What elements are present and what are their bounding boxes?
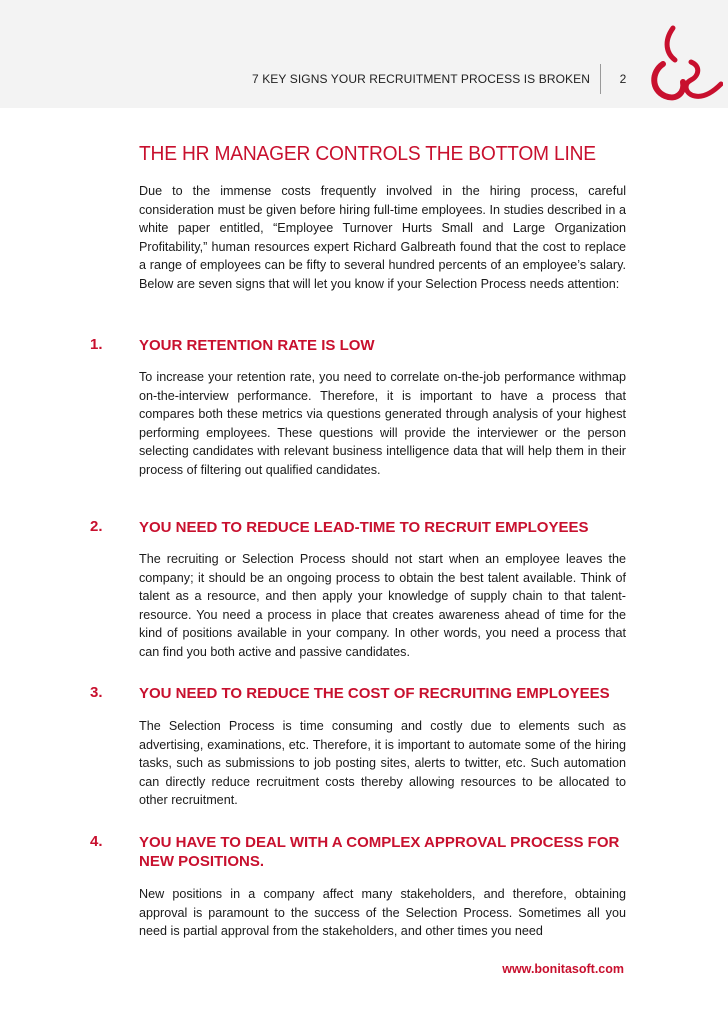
header-title: 7 KEY SIGNS YOUR RECRUITMENT PROCESS IS BROKEN bbox=[251, 72, 590, 86]
header-divider bbox=[600, 64, 601, 94]
section-4-number: 4. bbox=[90, 833, 103, 850]
section-3-number: 3. bbox=[90, 684, 103, 701]
section-2-title: YOU NEED TO REDUCE LEAD-TIME TO RECRUIT EMPLOYEES bbox=[139, 519, 589, 536]
intro-paragraph: Due to the immense costs frequently involved in the hiring process, careful consideration must be given before hiring full-time employees. In studies described in a white paper entitled, “Employee Turnover Hurts Small and Large Organization Profitability,” human resources expert Richard Galbreath found that the cost to replace a range of employees can be fifty to several hundred percents of an employee’s salary. Below are seven signs that will let you know if your Selection Process needs attention: bbox=[139, 184, 626, 291]
section-3-body: The Selection Process is time consuming and costly due to elements such as advertising, examinations, etc. Therefore, it is important to automate some of the hiring tasks, such as submissions to job posting sites, alerts to twitter, etc. Such automation can directly reduce recruitment costs thereby allowing resources to be allocated to other recruitment. bbox=[139, 719, 626, 807]
section-4-title: YOU HAVE TO DEAL WITH A COMPLEX APPROVAL PROCESS FOR NEW POSITIONS. bbox=[139, 834, 620, 870]
section-1-title: YOUR RETENTION RATE IS LOW bbox=[139, 337, 375, 354]
section-1-number: 1. bbox=[90, 336, 103, 353]
page-header bbox=[0, 0, 728, 108]
bonitasoft-logo-icon bbox=[633, 24, 723, 108]
section-4-body: New positions in a company affect many stakeholders, and therefore, obtaining approval is paramount to the success of the Selection Process. Sometimes all you need is partial approval from the stakeholders, and other times you need bbox=[139, 887, 626, 938]
footer-website-link[interactable]: www.bonitasoft.com bbox=[502, 962, 624, 976]
section-2-body: The recruiting or Selection Process should not start when an employee leaves the company; it should be an ongoing process to obtain the best talent available. Think of talent as a resource, and then apply your knowledge of supply chain to that talent-resource. You need a process in place that creates awareness ahead of time for the kind of positions available in your company. In other words, you need a process that can find you both active and passive candidates. bbox=[139, 552, 626, 659]
section-2-number: 2. bbox=[90, 518, 103, 535]
section-3-title: YOU NEED TO REDUCE THE COST OF RECRUITING EMPLOYEES bbox=[139, 685, 610, 702]
page-number: 2 bbox=[619, 72, 627, 86]
section-1-body: To increase your retention rate, you need to correlate on-the-job performance withmap on-the-interview performance. Therefore, it is important to have a process that compares both these metrics via questions generated through analysis of your highest performing employees. These questions will provide the interviewer or the person selecting candidates with relevant business intelligence data that will help them in their process of filtering out qualified candidates. bbox=[139, 370, 626, 477]
page-heading: THE HR MANAGER CONTROLS THE BOTTOM LINE bbox=[139, 143, 596, 165]
